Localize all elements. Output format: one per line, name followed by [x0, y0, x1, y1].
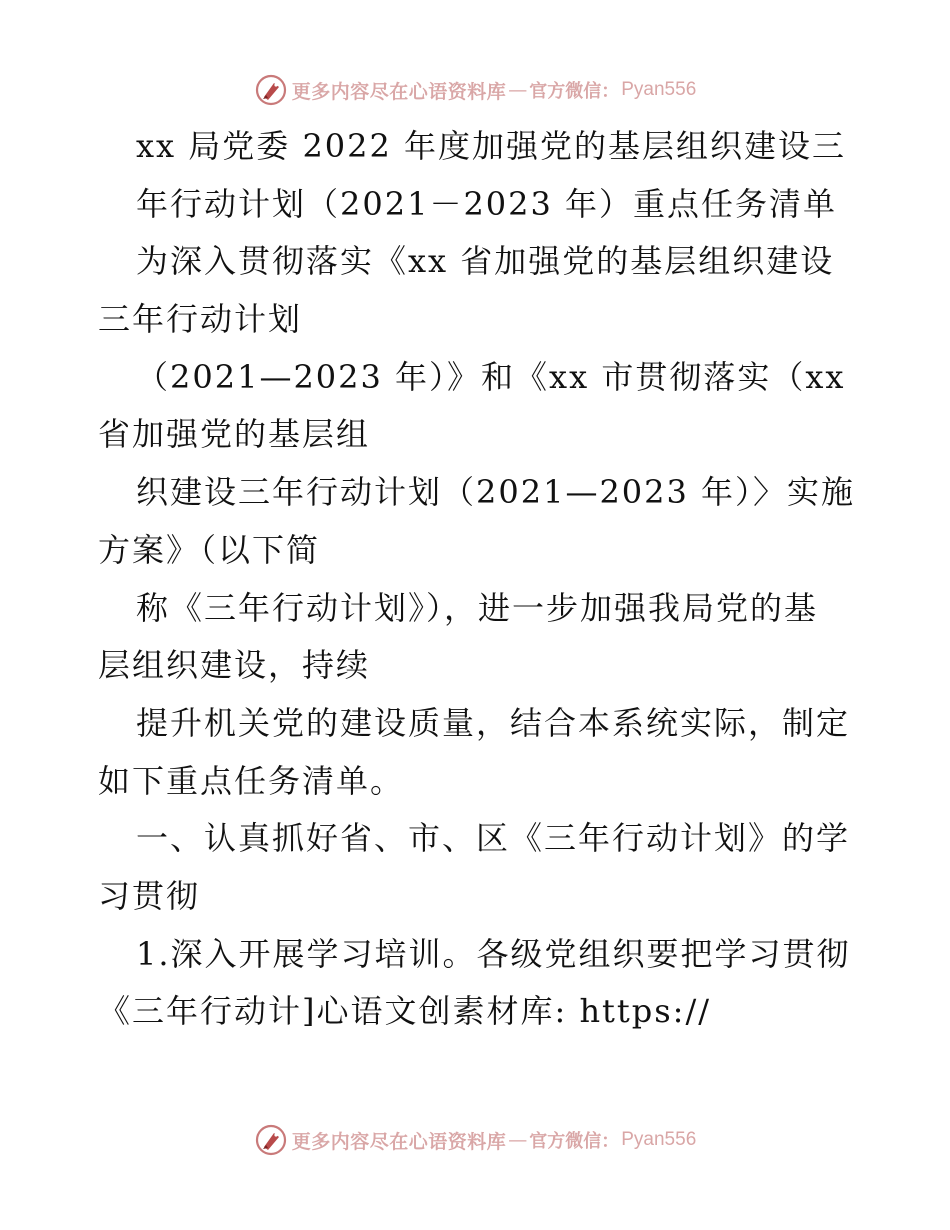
text-line: 称《三年行动计划》），进一步加强我局党的基 [136, 588, 819, 627]
text-line: 方案》（以下简 [98, 530, 321, 569]
watermark-separator: — [508, 1129, 528, 1151]
text-line: 1.深入开展学习培训。各级党组织要把学习贯彻 [136, 934, 851, 973]
text-line: 如下重点任务清单。 [98, 761, 405, 800]
header-watermark [0, 70, 950, 110]
watermark-id: Pyan556 [621, 1129, 697, 1150]
watermark-main-text: 更多内容尽在心语资料库 [291, 1130, 507, 1153]
text-line: 省加强党的基层组 [98, 415, 371, 454]
footer-watermark [0, 1120, 950, 1160]
document-body [98, 118, 858, 1041]
text-line: 织建设三年行动计划（2021—2023 年）〉实施 [136, 473, 856, 512]
text-line: 习贯彻 [98, 876, 201, 915]
watermark-id: Pyan556 [621, 79, 697, 100]
text-line: 为深入贯彻落实《xx 省加强党的基层组织建设 [136, 242, 835, 281]
text-line: 年行动计划（2021－2023 年）重点任务清单 [136, 184, 838, 223]
pen-nib-logo-icon [254, 73, 288, 107]
text-line: xx 局党委 2022 年度加强党的基层组织建设三 [136, 127, 847, 165]
pen-nib-logo-icon [254, 1123, 288, 1157]
text-line: （2021—2023 年）》和《xx 市贯彻落实（xx [136, 357, 846, 396]
text-line: 三年行动计划 [98, 300, 303, 339]
text-line: 一、认真抓好省、市、区《三年行动计划》的学 [136, 819, 851, 858]
text-line: 提升机关党的建设质量，结合本系统实际，制定 [136, 703, 851, 742]
watermark-separator: — [508, 79, 528, 101]
watermark-label: 官方微信： [529, 81, 620, 102]
watermark-main-text: 更多内容尽在心语资料库 [291, 80, 507, 103]
text-line: 层组织建设，持续 [98, 646, 371, 685]
text-line: 《三年行动计]心语文创素材库: https:// [98, 992, 712, 1031]
watermark-label: 官方微信： [529, 1131, 620, 1152]
